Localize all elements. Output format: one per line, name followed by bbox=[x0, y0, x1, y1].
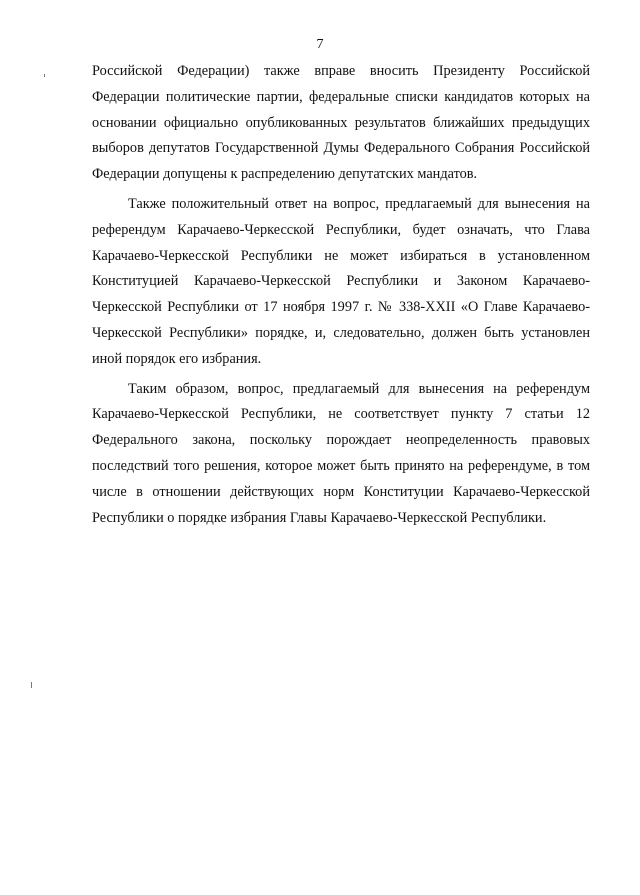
page-number: 7 bbox=[316, 37, 324, 52]
paragraph-1: Российской Федерации) также вправе вносить Президенту Российской Федерации политические партии, федеральные списки кандидатов которых на основании официально опубликованных результатов ближайших предыдущих выборов депутатов Государственной Думы Федерального Собрания Российской Федерации допущены к распределению депутатских мандатов. bbox=[92, 63, 590, 183]
document-body bbox=[92, 59, 590, 535]
scan-artifact-mark bbox=[44, 74, 45, 77]
scan-artifact-mark bbox=[31, 682, 32, 688]
paragraph-3: Таким образом, вопрос, предлагаемый для вынесения на референдум Карачаево-Черкесской Республики, не соответствует пункту 7 статьи 12 Федерального закона, поскольку порождает неопределенность правовых последствий того решения, которое может быть принято на референдуме, в том числе в отношении действующих норм Конституции Карачаево-Черкесской Республики о порядке избрания Главы Карачаево-Черкесской Республики. bbox=[92, 380, 590, 526]
paragraph-2: Также положительный ответ на вопрос, предлагаемый для вынесения на референдум Карачаево-Черкесской Республики, будет означать, что Глава Карачаево-Черкесской Республики не может избираться в установленном Конституцией Карачаево-Черкесской Республики и Законом Карачаево-Черкесской Республики от 17 ноября 1997 г. № 338-XXII «О Главе Карачаево-Черкесской Республики» порядке, и, следовательно, должен быть установлен иной порядок его избрания. bbox=[92, 195, 590, 367]
